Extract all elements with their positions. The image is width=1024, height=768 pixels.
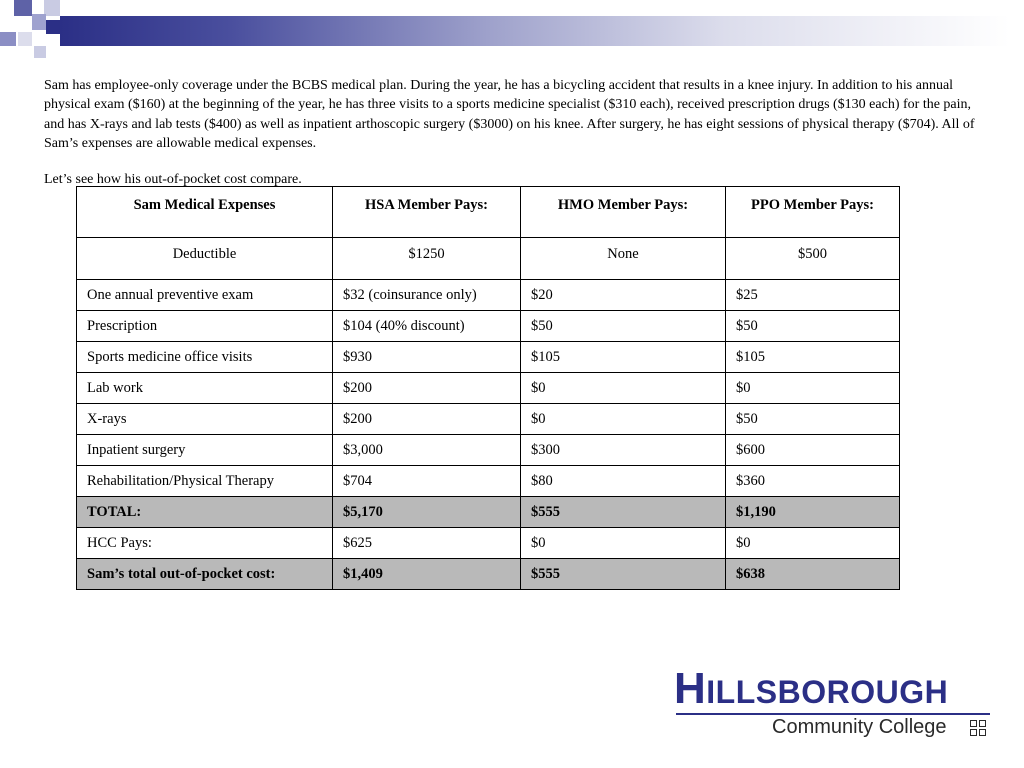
logo-rule: [676, 713, 990, 715]
table-cell: X-rays: [77, 404, 333, 435]
header-square: [34, 46, 46, 58]
table-row: [77, 373, 900, 404]
table-cell: $105: [521, 342, 726, 373]
table-row: [77, 435, 900, 466]
table-cell: $1,409: [333, 559, 521, 590]
table-cell: $50: [521, 311, 726, 342]
header-hsa: HSA Member Pays:: [333, 187, 521, 238]
table-cell: Sports medicine office visits: [77, 342, 333, 373]
header-square: [46, 20, 62, 34]
table-cell: $704: [333, 466, 521, 497]
table-cell: HCC Pays:: [77, 528, 333, 559]
table-cell: $80: [521, 466, 726, 497]
table-cell: $3,000: [333, 435, 521, 466]
table-cell: $104 (40% discount): [333, 311, 521, 342]
intro-paragraph: Sam has employee-only coverage under the BCBS medical plan. During the year, he has a bicycling accident that results in a knee injury. In addition to his annual physical exam ($160) at the beginning of the year, he has three visits to a sports medicine specialist ($310 each), received prescription drugs ($130 each) for the pain, and has X-rays and lab tests ($400) as well as inpatient arthoscopic surgery ($3000) on his knee. After surgery, he has eight sessions of physical therapy ($704). All of Sam’s expenses are allowable medical expenses.: [44, 78, 975, 151]
logo-wordmark-rest: ILLSBOROUGH: [706, 674, 949, 710]
table-cell: $500: [726, 238, 900, 280]
table-cell: $50: [726, 404, 900, 435]
table-cell: $0: [726, 373, 900, 404]
table-row: [77, 404, 900, 435]
logo-initial: H: [674, 664, 707, 713]
hillsborough-logo: [672, 664, 992, 744]
table-cell: None: [521, 238, 726, 280]
table-cell: $360: [726, 466, 900, 497]
logo-squares-icon: [970, 720, 988, 738]
table-cell: Deductible: [77, 238, 333, 280]
header-square: [44, 0, 60, 16]
table-cell: $930: [333, 342, 521, 373]
logo-subtitle: Community College: [772, 716, 947, 738]
table-cell: $32 (coinsurance only): [333, 280, 521, 311]
table-cell: Prescription: [77, 311, 333, 342]
table-cell: Lab work: [77, 373, 333, 404]
header-square: [32, 14, 46, 30]
table-cell: $0: [521, 404, 726, 435]
out-of-pocket-row: [77, 559, 900, 590]
table-cell: $638: [726, 559, 900, 590]
logo-wordmark: [674, 664, 948, 714]
table-cell: Inpatient surgery: [77, 435, 333, 466]
table-cell: $25: [726, 280, 900, 311]
table-cell: $105: [726, 342, 900, 373]
table-row: [77, 466, 900, 497]
header-hmo: HMO Member Pays:: [521, 187, 726, 238]
table-cell: $300: [521, 435, 726, 466]
header-square: [0, 32, 16, 46]
header-square: [18, 32, 32, 46]
table-cell: $555: [521, 497, 726, 528]
table-header-row: [77, 187, 900, 238]
header-expenses: Sam Medical Expenses: [77, 187, 333, 238]
table-cell: $1,190: [726, 497, 900, 528]
compare-sentence: Let’s see how his out-of-pocket cost compare.: [44, 172, 302, 187]
table-cell: $0: [521, 528, 726, 559]
table-cell: $20: [521, 280, 726, 311]
header-ppo: PPO Member Pays:: [726, 187, 900, 238]
expense-comparison-table: [76, 186, 900, 590]
table-cell: $1250: [333, 238, 521, 280]
table-cell: $200: [333, 373, 521, 404]
table-row: [77, 311, 900, 342]
table-cell: $625: [333, 528, 521, 559]
table-cell: $5,170: [333, 497, 521, 528]
table-cell: $600: [726, 435, 900, 466]
header-square: [14, 0, 32, 16]
total-row: [77, 497, 900, 528]
table-cell: Rehabilitation/Physical Therapy: [77, 466, 333, 497]
table-cell: TOTAL:: [77, 497, 333, 528]
deductible-row: [77, 238, 900, 280]
hcc-pays-row: [77, 528, 900, 559]
header-gradient-bar: [60, 16, 1010, 46]
table-cell: $555: [521, 559, 726, 590]
table-cell: Sam’s total out-of-pocket cost:: [77, 559, 333, 590]
table-cell: $50: [726, 311, 900, 342]
table-row: [77, 342, 900, 373]
table-cell: $200: [333, 404, 521, 435]
table-cell: $0: [726, 528, 900, 559]
table-cell: $0: [521, 373, 726, 404]
table-cell: One annual preventive exam: [77, 280, 333, 311]
table-row: [77, 280, 900, 311]
